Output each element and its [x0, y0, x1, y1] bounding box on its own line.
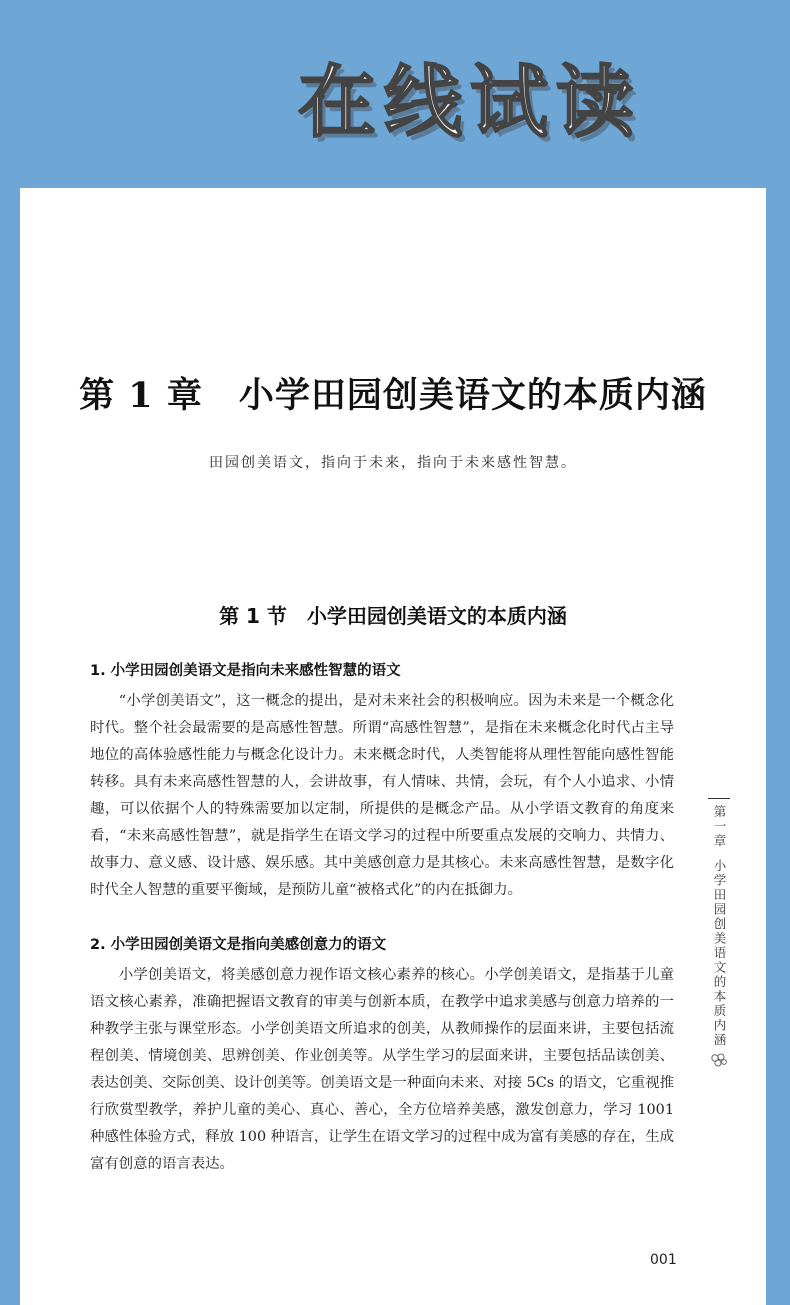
- page-number: 001: [650, 1252, 677, 1268]
- chapter-side-tab: [704, 798, 734, 1067]
- side-tab-chapter: 第一章: [712, 805, 727, 849]
- side-divider: [708, 798, 730, 799]
- section-title: 第 1 节 小学田园创美语文的本质内涵: [219, 604, 567, 628]
- epigraph: 田园创美语文，指向于未来，指向于未来感性智慧。: [209, 455, 577, 471]
- flower-ornament-icon: [710, 1053, 728, 1067]
- body-content: [90, 658, 674, 1178]
- subsection-paragraph-1: “小学创美语文”，这一概念的提出，是对未来社会的积极响应。因为未来是一个概念化时代。整个社会最需要的是高感性智慧。所谓“高感性智慧”，是指在未来概念化时代占主导地位的高体验感性能力与概念化设计力。未来概念时代，人类智能将从理性智能向感性智能转移。具有未来高感性智慧的人，会讲故事，有人情味、共情，会玩，有个人小追求、小情趣，可以依据个人的特殊需要加以定制，所提供的是概念产品。从小学语文教育的角度来看，“未来高感性智慧”，就是指学生在语文学习的过程中所要重点发展的交响力、共情力、故事力、意义感、设计感、娱乐感。其中美感创意力是其核心。未来高感性智慧，是数字化时代全人智慧的重要平衡域，是预防儿童“被格式化”的内在抵御力。: [90, 693, 674, 898]
- subsection-heading-2: 2. 小学田园创美语文是指向美感创意力的语文: [90, 937, 387, 953]
- side-tab-title: 小学田园创美语文的本质内涵: [712, 858, 727, 1047]
- banner-title: 在线试读: [297, 58, 642, 148]
- book-page: [20, 188, 766, 1305]
- chapter-title: 第 1 章 小学田园创美语文的本质内涵: [79, 375, 707, 416]
- subsection-heading-1: 1. 小学田园创美语文是指向未来感性智慧的语文: [90, 663, 401, 679]
- subsection-paragraph-2: 小学创美语文，将美感创意力视作语文核心素养的核心。小学创美语文，是指基于儿童语文核心素养，准确把握语文教育的审美与创新本质，在教学中追求美感与创意力培养的一种教学主张与课堂形态。小学创美语文所追求的创美，从教师操作的层面来讲，主要包括流程创美、情境创美、思辨创美、作业创美等。从学生学习的层面来讲，主要包括品读创美、表达创美、交际创美、设计创美等。创美语文是一种面向未来、对接 5Cs 的语文，它重视推行欣赏型教学，养护儿童的美心、真心、善心，全方位培养美感，激发创意力，学习 1001 种感性体验方式，释放 100 种语言，让学生在语文学习的过程中成为富有美感的存在，生成富有创意的语言表达。: [90, 967, 674, 1172]
